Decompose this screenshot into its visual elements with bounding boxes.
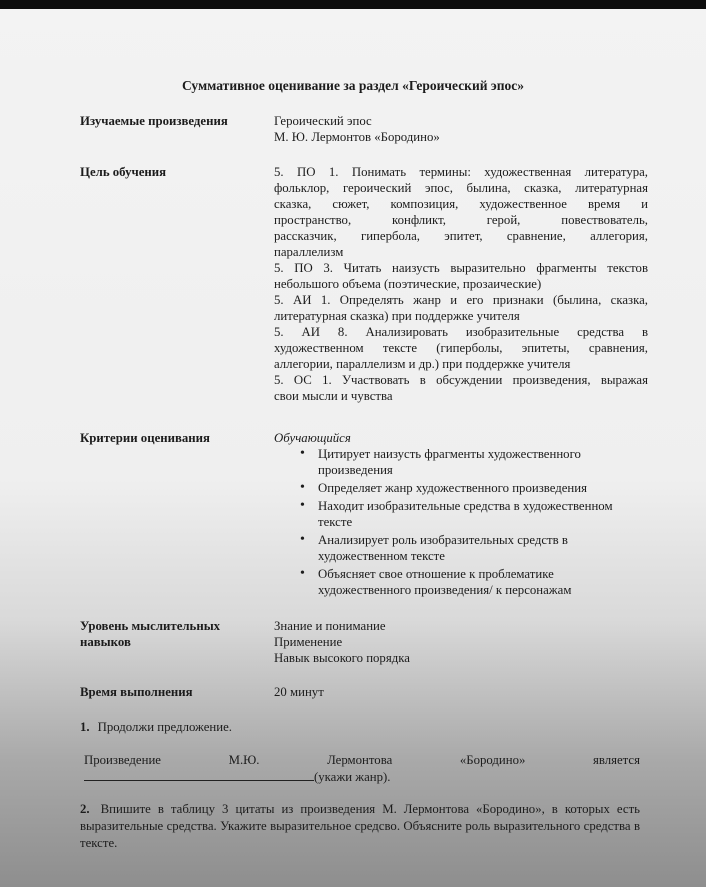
works-value xyxy=(274,113,648,145)
objective-line: рассказчик, гипербола, эпитет, сравнение, аллегория, xyxy=(274,229,648,243)
task-2-text: Впишите в таблицу 3 цитаты из произведения М. Лермонтова «Бородино», в которых есть выразительные средства. Укажите выразительное средсво. Объясните роль выразительного средства в тексте. xyxy=(80,802,641,850)
criteria-item: • Анализирует роль изобразительных средств в художественном тексте xyxy=(318,532,648,564)
task-1-number: 1. xyxy=(80,720,90,734)
criteria-label: Критерии оценивания xyxy=(80,431,210,445)
objective-line: 5. ПО 3. Читать наизусть выразительно фрагменты текстов xyxy=(274,261,648,275)
objective-line: литературная сказка) при поддержке учителя xyxy=(274,309,520,323)
objective-line: сказка, сюжет, композиция, художественное время и xyxy=(274,197,648,211)
objective-line: параллелизм xyxy=(274,245,344,259)
criteria-item: • Находит изобразительные средства в художественном тексте xyxy=(318,498,648,530)
criteria-item: • Определяет жанр художественного произведения xyxy=(318,480,648,496)
skills-line: Знание и понимание xyxy=(274,619,386,633)
criteria-heading: Обучающийся xyxy=(274,431,351,445)
objectives-row xyxy=(80,164,650,404)
objective-line: фольклор, героический эпос, былина, сказка, литературная xyxy=(274,181,648,195)
fill-word: «Бородино» xyxy=(459,753,526,767)
objective-line: 5. ПО 1. Понимать термины: художественная литература, xyxy=(274,165,648,179)
works-row xyxy=(80,113,650,145)
objective-line: свои мысли и чувства xyxy=(274,389,393,403)
task-1-text: Продолжи предложение. xyxy=(97,720,232,734)
skills-label: Уровень мыслительных навыков xyxy=(80,619,221,649)
page-title: Суммативное оценивание за раздел «Героический эпос» xyxy=(182,78,524,93)
objective-line: 5. ОС 1. Участвовать в обсуждении произведения, выражая xyxy=(274,373,648,387)
answer-blank[interactable] xyxy=(84,769,314,781)
works-line: Героический эпос xyxy=(274,114,372,128)
time-row xyxy=(80,684,650,700)
time-value: 20 минут xyxy=(274,685,324,699)
skills-line: Применение xyxy=(274,635,343,649)
criteria-list xyxy=(274,446,648,598)
objectives-value xyxy=(274,164,648,404)
fill-hint: (укажи жанр). xyxy=(314,770,391,784)
fill-word: является xyxy=(592,753,640,767)
task-1 xyxy=(80,719,640,736)
objectives-label: Цель обучения xyxy=(80,165,167,179)
objective-line: художественном тексте (гиперболы, эпитеты, сравнения, xyxy=(274,341,648,355)
skills-value xyxy=(274,618,648,666)
time-label: Время выполнения xyxy=(80,685,193,699)
objective-line: аллегории, параллелизм и др.) при поддержке учителя xyxy=(274,357,571,371)
works-line: М. Ю. Лермонтов «Бородино» xyxy=(274,130,440,144)
fill-word: Произведение xyxy=(84,753,161,767)
objective-line: 5. АИ 1. Определять жанр и его признаки (былина, сказка, xyxy=(274,293,648,307)
criteria-value xyxy=(274,430,648,600)
skills-line: Навык высокого порядка xyxy=(274,651,410,665)
objective-line: небольшого объема (поэтические, прозаические) xyxy=(274,277,542,291)
task-1-sentence xyxy=(84,752,640,769)
works-label: Изучаемые произведения xyxy=(80,114,228,128)
fill-word: Лермонтова xyxy=(327,753,393,767)
top-edge-bar xyxy=(0,0,706,9)
objective-line: пространство, конфликт, герой, повествователь, xyxy=(274,213,648,227)
objective-line: 5. АИ 8. Анализировать изобразительные средства в xyxy=(274,325,648,339)
task-1-answer-line xyxy=(84,769,640,786)
task-2 xyxy=(80,801,640,852)
task-2-number: 2. xyxy=(80,802,90,816)
criteria-item: • Объясняет свое отношение к проблематике художественного произведения/ к персонажам xyxy=(318,566,648,598)
criteria-item: • Цитирует наизусть фрагменты художественного произведения xyxy=(318,446,648,478)
skills-row xyxy=(80,618,650,666)
criteria-row xyxy=(80,430,650,600)
fill-word: М.Ю. xyxy=(228,753,260,767)
